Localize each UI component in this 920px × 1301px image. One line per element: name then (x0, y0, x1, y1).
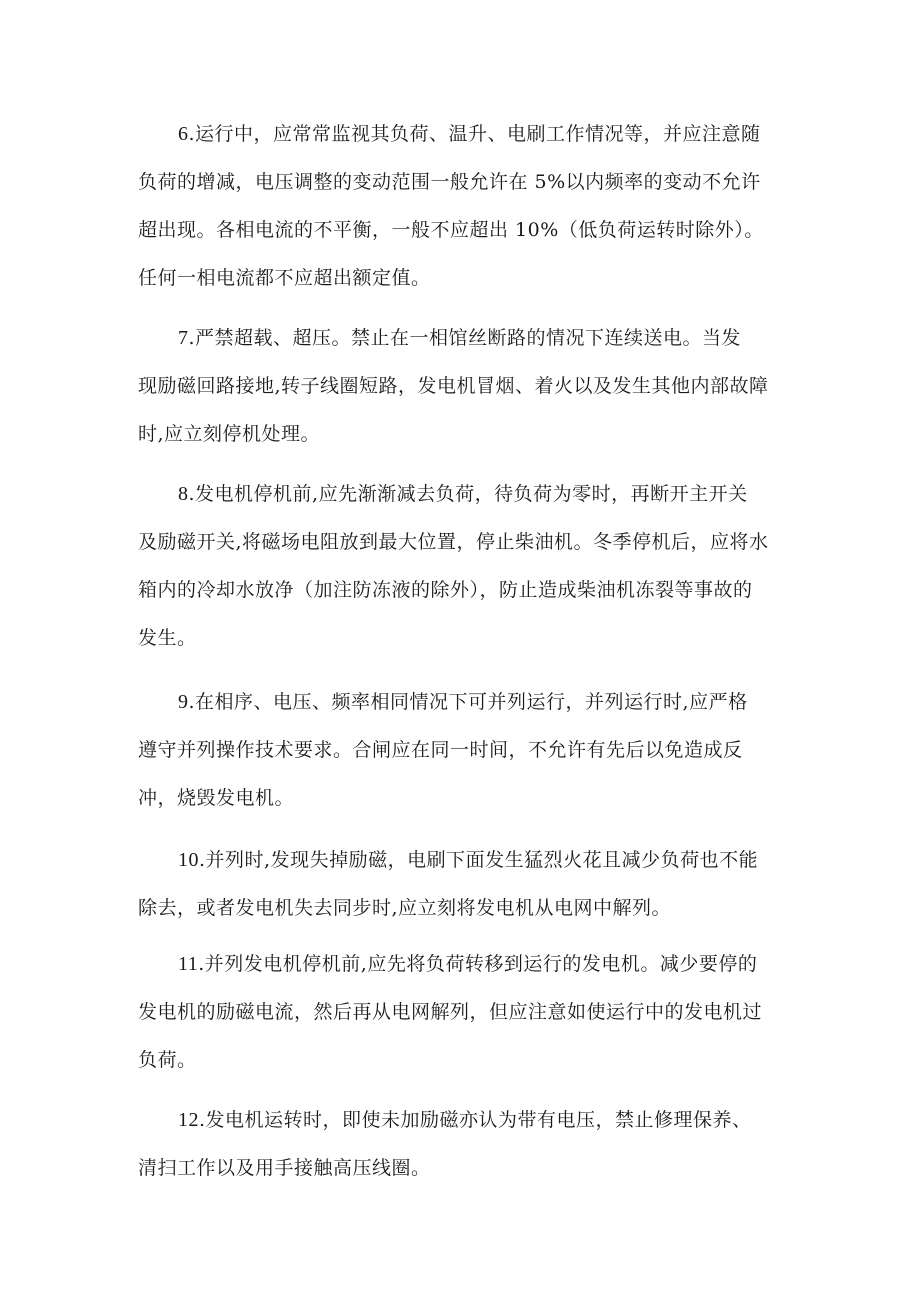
paragraph-line: 及励磁开关,将磁场电阻放到最大位置，停止柴油机。冬季停机后，应将水 (138, 531, 769, 553)
item-number: 6 (178, 123, 189, 145)
line-text: .在相序、电压、频率相同情况下可并列运行，并列运行时,应严格 (188, 691, 748, 713)
paragraph-12 (138, 1096, 790, 1192)
paragraph-line: 现励磁回路接地,转子线圈短路，发电机冒烟、着火以及发生其他内部故障 (138, 375, 769, 397)
line-text: .严禁超载、超压。禁止在一相馆丝断路的情况下连续送电。当发 (188, 327, 742, 349)
item-number: 9 (178, 691, 189, 713)
line-text: .并列时,发现失掉励磁，电刷下面发生猛烈火花且减少负荷也不能 (199, 849, 759, 871)
paragraph-line (138, 836, 790, 884)
paragraph-line (138, 470, 790, 518)
paragraph-line: 冲，烧毁发电机。 (138, 787, 295, 809)
line-text: .发电机运转时，即使未加励磁亦认为带有电压，禁止修理保养、 (199, 1109, 752, 1131)
paragraph-line (138, 940, 790, 988)
paragraph-line: 时,应立刻停机处理。 (138, 423, 321, 445)
line-text: .运行中，应常常监视其负荷、温升、电刷工作情况等，并应注意随 (188, 123, 761, 145)
paragraph-line: 负荷。 (138, 1049, 197, 1071)
paragraph-11 (138, 940, 790, 1084)
paragraph-line (138, 110, 790, 158)
paragraph-6 (138, 110, 790, 302)
item-number: 8 (178, 483, 189, 505)
line-text: .并列发电机停机前,应先将负荷转移到运行的发电机。减少要停的 (198, 953, 758, 975)
paragraph-line (138, 314, 790, 362)
paragraph-line (138, 1096, 790, 1144)
item-number: 11 (178, 953, 199, 975)
paragraph-9 (138, 678, 790, 822)
paragraph-line: 负荷的增减，电压调整的变动范围一般允许在 5%以内频率的变动不允许 (138, 171, 761, 193)
paragraph-10 (138, 836, 790, 932)
item-number: 7 (178, 327, 189, 349)
paragraph-line: 任何一相电流都不应超出额定值。 (138, 267, 431, 289)
paragraph-line: 超出现。各相电流的不平衡，一般不应超出 10%（低负荷运转时除外）。 (138, 219, 764, 241)
paragraph-line: 除去，或者发电机失去同步时,应立刻将发电机从电网中解列。 (138, 897, 672, 919)
item-number: 10 (178, 849, 199, 871)
paragraph-line: 遵守并列操作技术要求。合闸应在同一时间，不允许有先后以免造成反 (138, 739, 743, 761)
paragraph-line: 发生。 (138, 627, 197, 649)
paragraph-line: 箱内的冷却水放净（加注防冻液的除外），防止造成柴油机冻裂等事故的 (138, 579, 753, 601)
paragraph-line (138, 678, 790, 726)
item-number: 12 (178, 1109, 199, 1131)
paragraph-8 (138, 470, 790, 662)
paragraph-line: 发电机的励磁电流，然后再从电网解列，但应注意如使运行中的发电机过 (138, 1001, 763, 1023)
line-text: .发电机停机前,应先渐渐减去负荷，待负荷为零时，再断开主开关 (188, 483, 748, 505)
paragraph-7 (138, 314, 790, 458)
paragraph-line: 清扫工作以及用手接触高压线圈。 (138, 1157, 431, 1179)
